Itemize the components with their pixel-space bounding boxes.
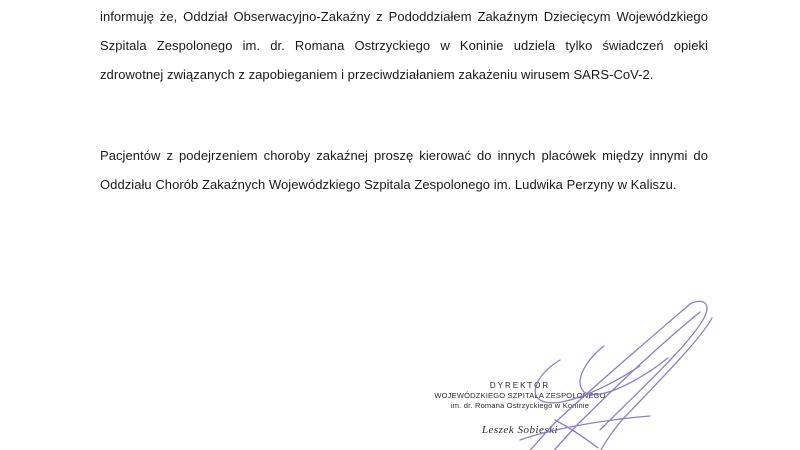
paragraph-referral <box>100 141 708 199</box>
director-stamp <box>420 381 620 437</box>
stamp-institution-name: im. dr. Romana Ostrzyckiego w Koninie <box>450 401 590 410</box>
paragraph-line: Pacjentów z podejrzeniem choroby zakaźnej proszę kierować do innych placówek między innymi do <box>100 148 708 163</box>
paragraph-covid-notice <box>100 2 708 89</box>
stamp-institution: WOJEWÓDZKIEGO SZPITALA ZESPOLONEGO <box>434 391 606 400</box>
paragraph-line: Szpitala Zespolonego im. dr. Romana Ostrzyckiego w Koninie udziela tylko świadczeń opieki <box>100 38 708 53</box>
stamp-director-name: Leszek Sobieski <box>481 424 559 436</box>
paragraph-line: zdrowotnej związanych z zapobieganiem i przeciwdziałaniem zakażeniu wirusem SARS-CoV-2. <box>100 67 654 82</box>
paragraph-line: Oddziału Chorób Zakaźnych Wojewódzkiego Szpitala Zespolonego im. Ludwika Perzyny w Kaliszu. <box>100 177 677 192</box>
stamp-title: DYREKTOR <box>489 381 551 390</box>
paragraph-line: informuję że, Oddział Obserwacyjno-Zakaźny z Pododdziałem Zakaźnym Dziecięcym Wojewódzkiego <box>100 9 708 24</box>
